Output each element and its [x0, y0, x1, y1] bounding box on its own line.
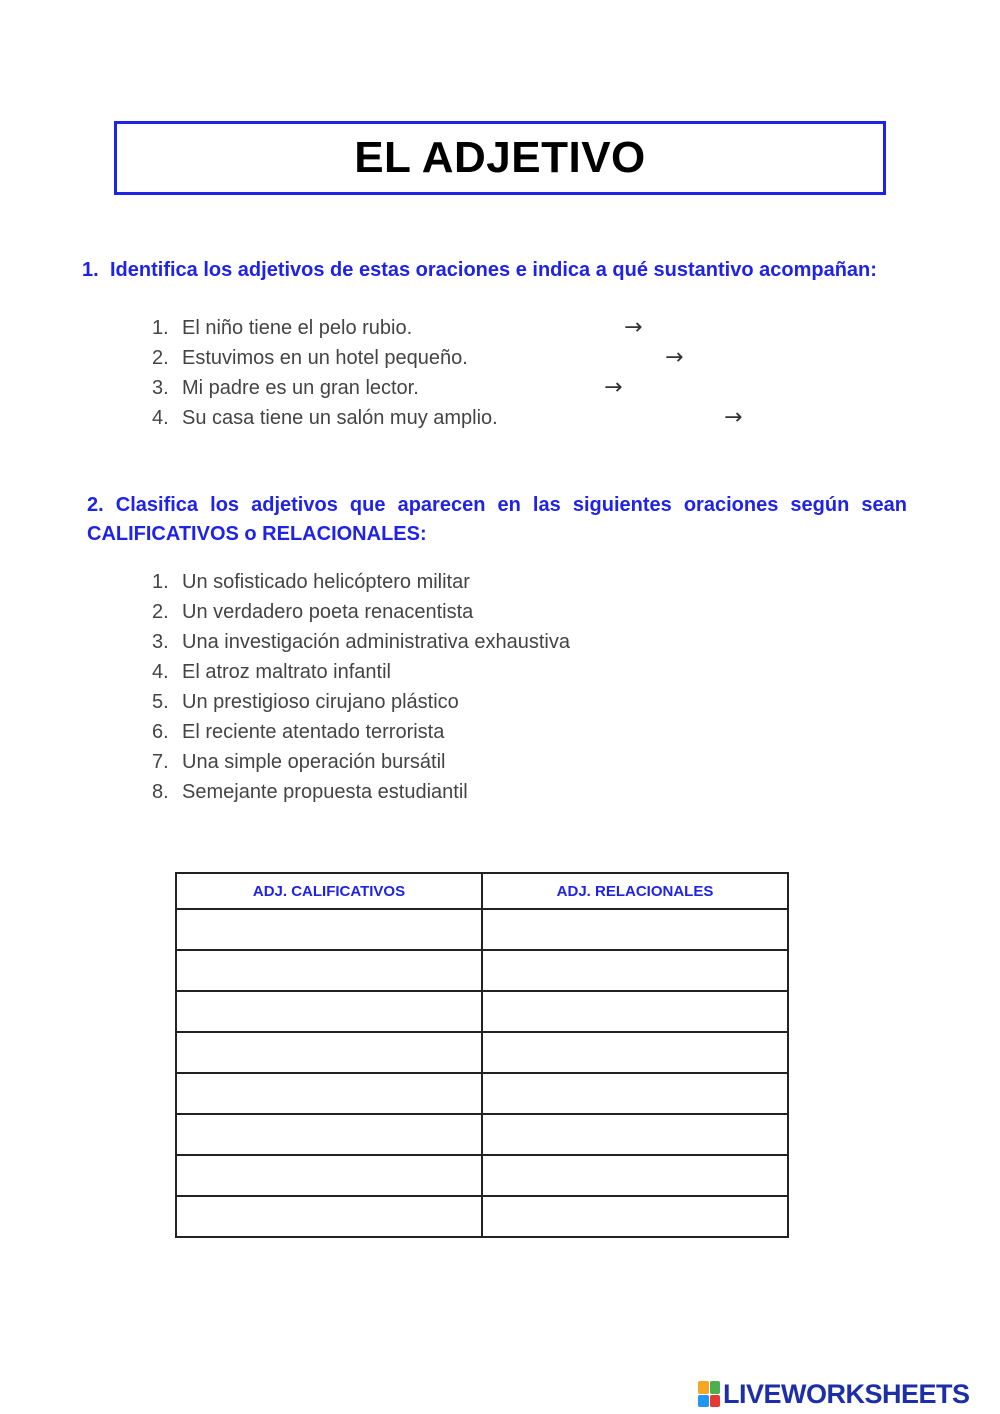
item-text: Una simple operación bursátil: [182, 751, 446, 773]
item-text: Su casa tiene un salón muy amplio.: [182, 407, 498, 429]
item-number: 6.: [152, 721, 169, 743]
exercise-1-item: [152, 313, 412, 343]
exercise-2-item: [152, 687, 459, 717]
table-row: [176, 950, 788, 991]
exercise-2-item: [152, 567, 470, 597]
table-row: [176, 1196, 788, 1237]
item-text: Un prestigioso cirujano plástico: [182, 691, 459, 713]
table-row: [176, 991, 788, 1032]
item-number: 3.: [152, 377, 169, 399]
item-number: 7.: [152, 751, 169, 773]
exercise-2-item: [152, 657, 391, 687]
item-number: 1.: [152, 571, 169, 593]
relacional-cell[interactable]: [482, 991, 788, 1032]
calificativo-cell[interactable]: [176, 1196, 482, 1237]
calificativo-cell[interactable]: [176, 909, 482, 950]
calificativo-cell[interactable]: [176, 1114, 482, 1155]
item-number: 5.: [152, 691, 169, 713]
exercise-2-item: [152, 747, 445, 777]
calificativo-cell[interactable]: [176, 1073, 482, 1114]
calificativo-cell[interactable]: [176, 991, 482, 1032]
relacional-cell[interactable]: [482, 1155, 788, 1196]
item-text: El atroz maltrato infantil: [182, 661, 391, 683]
item-number: 2.: [152, 601, 169, 623]
item-text: Un verdadero poeta renacentista: [182, 601, 474, 623]
arrow-icon: →: [624, 315, 643, 340]
table-row: [176, 1073, 788, 1114]
exercise-2-item: [152, 627, 570, 657]
item-text: Un sofisticado helicóptero militar: [182, 571, 470, 593]
exercise-2-item: [152, 717, 444, 747]
title-box: [114, 121, 886, 195]
calificativo-cell[interactable]: [176, 1032, 482, 1073]
item-number: 2.: [152, 347, 169, 369]
exercise-2-item: [152, 597, 473, 627]
arrow-icon: →: [604, 375, 623, 400]
item-text: Mi padre es un gran lector.: [182, 377, 419, 399]
exercise-1-text: Identifica los adjetivos de estas oraciones e indica a qué sustantivo acompañan:: [110, 259, 877, 281]
relacional-cell[interactable]: [482, 909, 788, 950]
header-calificativos: ADJ. CALIFICATIVOS: [176, 873, 482, 909]
item-text: Estuvimos en un hotel pequeño.: [182, 347, 468, 369]
arrow-icon: →: [724, 405, 743, 430]
exercise-1-number: 1.: [82, 259, 99, 281]
relacional-cell[interactable]: [482, 1196, 788, 1237]
header-relacionales: ADJ. RELACIONALES: [482, 873, 788, 909]
item-text: El niño tiene el pelo rubio.: [182, 317, 413, 339]
arrow-icon: →: [665, 345, 684, 370]
relacional-cell[interactable]: [482, 1073, 788, 1114]
classification-table: [175, 872, 789, 1238]
exercise-1-item: [152, 403, 498, 433]
exercise-1-item: [152, 343, 468, 373]
table-row: [176, 909, 788, 950]
item-number: 8.: [152, 781, 169, 803]
brand-text: LIVEWORKSHEETS: [723, 1378, 970, 1409]
liveworksheets-brand: [698, 1378, 970, 1410]
item-text: Una investigación administrativa exhaustiva: [182, 631, 570, 653]
relacional-cell[interactable]: [482, 1032, 788, 1073]
table-row: [176, 1032, 788, 1073]
exercise-2-item: [152, 777, 468, 807]
table-row: [176, 1114, 788, 1155]
item-number: 3.: [152, 631, 169, 653]
item-number: 4.: [152, 661, 169, 683]
table-row: [176, 1155, 788, 1196]
relacional-cell[interactable]: [482, 950, 788, 991]
liveworksheets-logo-icon: [698, 1381, 720, 1407]
relacional-cell[interactable]: [482, 1114, 788, 1155]
calificativo-cell[interactable]: [176, 950, 482, 991]
exercise-1-instruction: [82, 256, 906, 285]
calificativo-cell[interactable]: [176, 1155, 482, 1196]
page-title: EL ADJETIVO: [354, 133, 646, 182]
item-number: 1.: [152, 317, 169, 339]
item-number: 4.: [152, 407, 169, 429]
item-text: El reciente atentado terrorista: [182, 721, 445, 743]
item-text: Semejante propuesta estudiantil: [182, 781, 468, 803]
exercise-1-item: [152, 373, 419, 403]
exercise-2-instruction: 2. Clasifica los adjetivos que aparecen en las siguientes oraciones según sean CALIFICATIVOS o RELACIONALES:: [87, 494, 907, 545]
